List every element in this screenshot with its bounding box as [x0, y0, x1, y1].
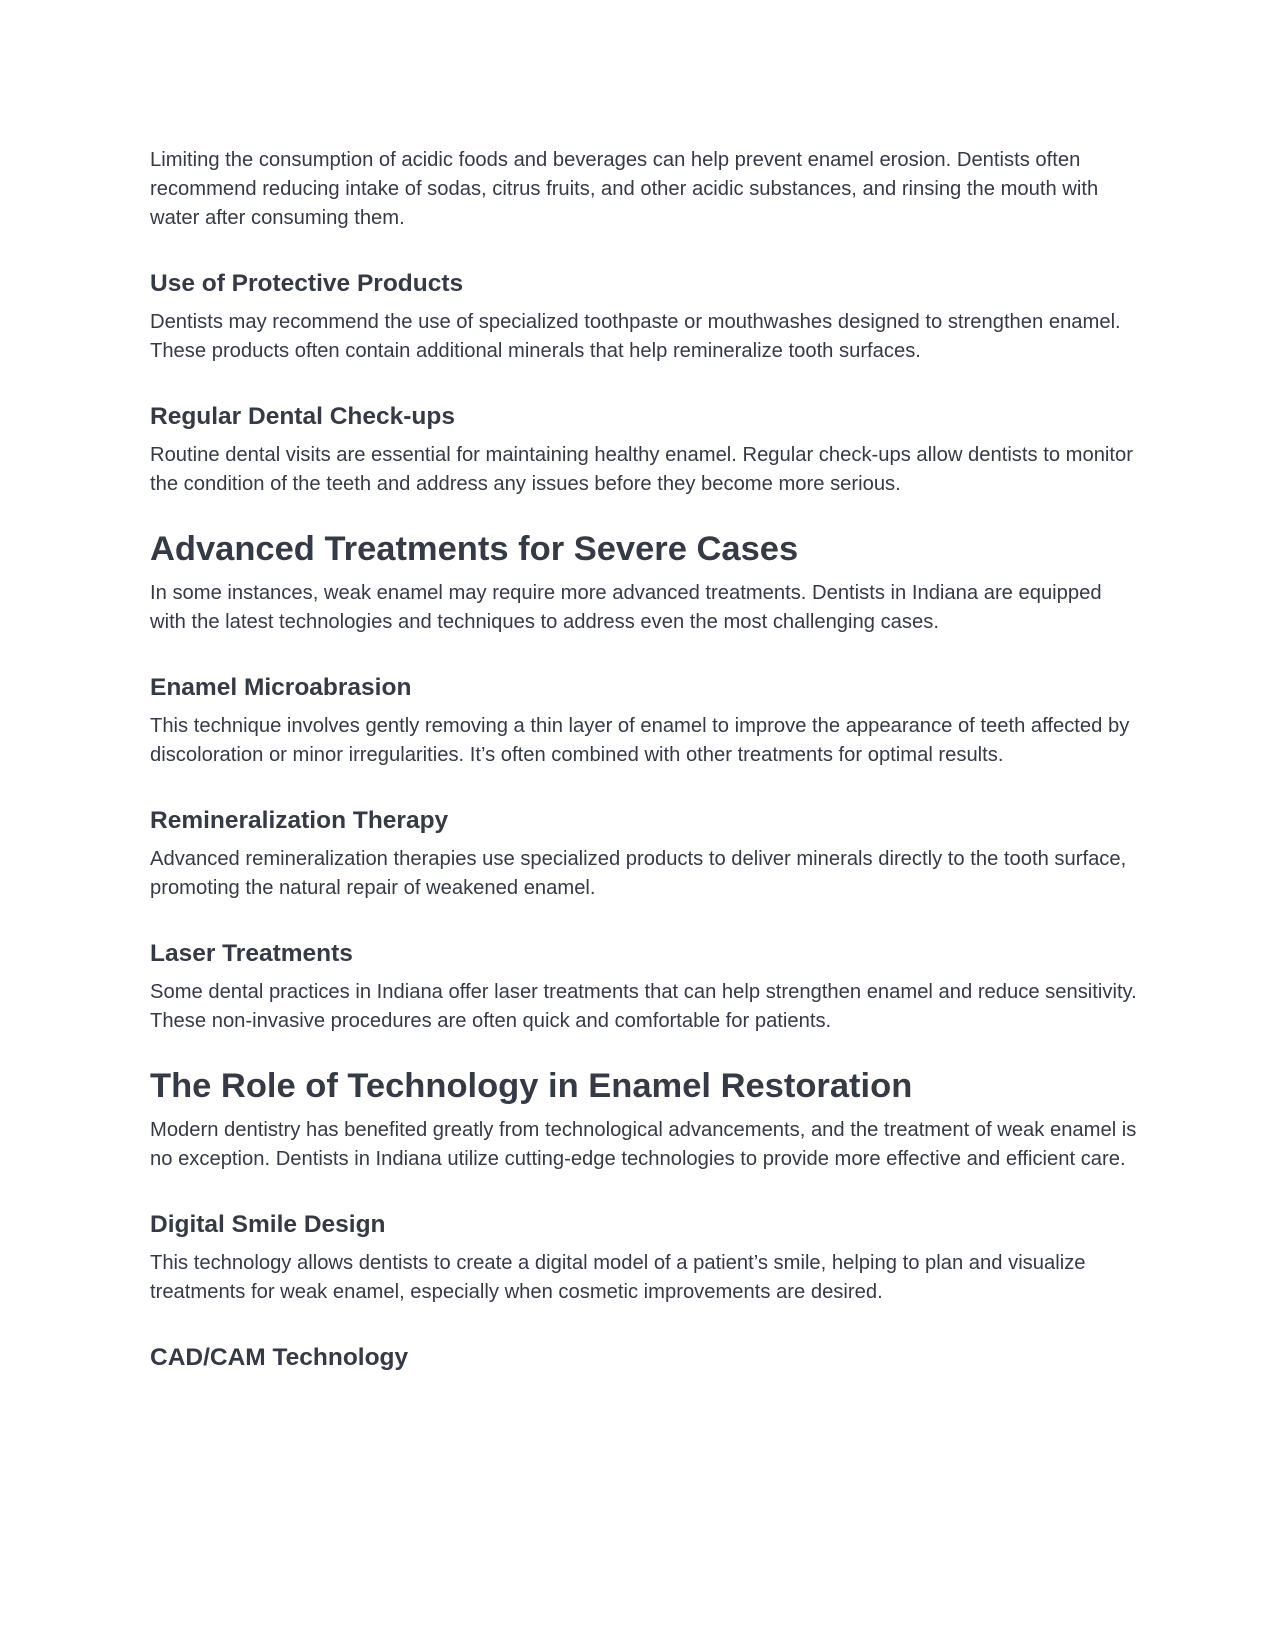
paragraph-protective-products: Dentists may recommend the use of specialized toothpaste or mouthwashes designed to strengthen enamel. These products often contain additional minerals that help remineralize tooth surfaces. [150, 311, 1121, 362]
heading-digital-smile-design: Digital Smile Design [150, 1211, 386, 1238]
heading-protective-products: Use of Protective Products [150, 270, 464, 297]
paragraph-laser-treatments: Some dental practices in Indiana offer laser treatments that can help strengthen enamel and reduce sensitivity. These non-invasive procedures are often quick and comfortable for patients. [150, 981, 1137, 1032]
heading-remineralization-therapy: Remineralization Therapy [150, 807, 449, 834]
paragraph-role-of-technology: Modern dentistry has benefited greatly from technological advancements, and the treatment of weak enamel is no exception. Dentists in Indiana utilize cutting-edge technologies to provide more effective and efficient care. [150, 1119, 1137, 1170]
intro-paragraph: Limiting the consumption of acidic foods and beverages can help prevent enamel erosion. Dentists often recommend reducing intake of sodas, citrus fruits, and other acidic substances, and rinsing the mouth with water after consuming them. [150, 149, 1099, 229]
heading-laser-treatments: Laser Treatments [150, 940, 353, 967]
heading-role-of-technology: The Role of Technology in Enamel Restoration [150, 1067, 913, 1105]
heading-advanced-treatments: Advanced Treatments for Severe Cases [150, 530, 799, 568]
heading-dental-checkups: Regular Dental Check-ups [150, 403, 455, 430]
paragraph-advanced-treatments: In some instances, weak enamel may require more advanced treatments. Dentists in Indiana are equipped with the latest technologies and techniques to address even the most challenging cases. [150, 582, 1102, 633]
paragraph-enamel-microabrasion: This technique involves gently removing a thin layer of enamel to improve the appearance of teeth affected by discoloration or minor irregularities. It’s often combined with other treatments for optimal results. [150, 715, 1130, 766]
heading-cad-cam-technology: CAD/CAM Technology [150, 1344, 409, 1371]
document-page [150, 146, 1140, 1382]
paragraph-remineralization-therapy: Advanced remineralization therapies use specialized products to deliver minerals directly to the tooth surface, promoting the natural repair of weakened enamel. [150, 848, 1127, 899]
heading-enamel-microabrasion: Enamel Microabrasion [150, 674, 412, 701]
paragraph-digital-smile-design: This technology allows dentists to create a digital model of a patient’s smile, helping to plan and visualize treatments for weak enamel, especially when cosmetic improvements are desired. [150, 1252, 1086, 1303]
paragraph-dental-checkups: Routine dental visits are essential for maintaining healthy enamel. Regular check-ups allow dentists to monitor the condition of the teeth and address any issues before they become more serious. [150, 444, 1133, 495]
